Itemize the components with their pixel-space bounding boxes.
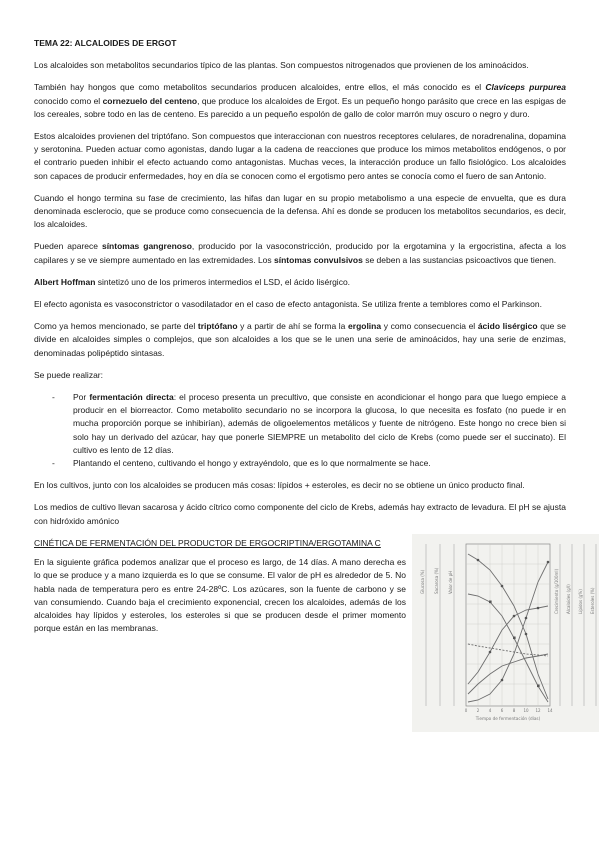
paragraph-medios: Los medios de cultivo llevan sacarosa y ácido cítrico como componente del ciclo de Krebs, además hay extracto de levadura. El pH se ajusta con hidróxido amónico <box>34 502 566 526</box>
left-axis-label-sacarosa: Sacarosa (%) <box>434 567 439 595</box>
emphasis-term: síntomas convulsivos <box>274 254 363 265</box>
text-run: , producido por la vasoconstricción, producido por la ergotamina y la ergocristina, afecta a los capilares y se ve siempre aumentado en las extremidades. Los <box>34 241 566 265</box>
right-axis-label-alcaloides: Alcaloides (g/l) <box>566 584 571 615</box>
page-title: TEMA 22: ALCALOIDES DE ERGOT <box>34 38 177 48</box>
left-axis-label-glucosa: Glucosa (%) <box>420 569 425 595</box>
fermentation-kinetics-figure <box>412 534 599 732</box>
kinetics-chart <box>412 534 599 732</box>
left-axis-label-ph: Valor de pH <box>448 570 453 595</box>
text-run: y a partir de ahí se forma la <box>237 321 349 332</box>
right-axis-label-lipidos: Lípidos (g%) <box>578 589 583 615</box>
paragraph-esclerocio: Cuando el hongo termina su fase de crecimiento, las hifas dan lugar en su propio metabolismo a una especie de envuelta, que es dura denominada esclerocio, que se produce como consecuencia de la defensa. Ahí es donde se producen los metabolitos secundarios, es decir, los alcaloides. <box>34 192 566 230</box>
paragraph-hoffman <box>34 276 566 289</box>
x-tick: 2 <box>476 708 480 714</box>
species-name: Claviceps purpurea <box>485 82 567 93</box>
x-tick: 6 <box>500 708 504 714</box>
text-run: que se divide en alcaloides simples o complejos, que son alcaloides a los que se le unen una serie de aminoácidos, hay una serie de enzimas, denominadas polipéptido sintasas. <box>34 321 566 358</box>
text-run: Como ya hemos mencionado, se parte del <box>34 321 198 332</box>
x-tick: 0 <box>464 708 468 714</box>
paragraph-sintomas <box>34 240 566 266</box>
paragraph-efecto: El efecto agonista es vasoconstrictor o vasodilatador en el caso de efecto antagonista. Se utiliza frente a temblores como el Parkinson. <box>34 299 542 310</box>
x-tick: 12 <box>535 708 541 714</box>
list-item <box>34 391 566 457</box>
left-axis-titles <box>420 567 453 594</box>
method-list <box>34 391 566 470</box>
paragraph-triptofano: Estos alcaloides provienen del triptófano. Son compuestos que interaccionan con nuestros receptores celulares, de noradrenalina, dopamina y serotonina. Pueden actuar como agonistas, dando lugar a la cadena de reacciones que produce los mimos metabolitos endógenos, o por el contrario pueden inhibir el efecto actuando como antagonistas. Muchas veces, la interacción produce un fallo fisiológico. Los alcaloides son capaces de producir enfermedades, hoy en día se conocen como el ergotismo pero antes se conocía como el fuero de san Antonio. <box>34 131 566 181</box>
list-dash: - <box>52 392 55 403</box>
paragraph-cultivos: En los cultivos, junto con los alcaloides se producen más cosas: lípidos + esteroles, es decir no se obtiene un único producto final. <box>34 480 525 491</box>
emphasis-term: triptófano <box>197 321 238 332</box>
text-run: Por <box>73 392 90 403</box>
paragraph-ergolina <box>34 320 566 360</box>
figure-section <box>34 556 595 741</box>
emphasis-term: Albert Hoffman <box>34 276 96 287</box>
text-run: sintetizó uno de los primeros intermedios el LSD, el ácido lisérgico. <box>95 276 351 287</box>
emphasis-term: ergolina <box>348 321 382 332</box>
emphasis-term: ácido lisérgico <box>477 321 538 332</box>
emphasis-term: cornezuelo del centeno <box>102 95 198 106</box>
emphasis-term: síntomas gangrenoso <box>101 241 192 252</box>
text-run: También hay hongos que como metabolitos secundarios producen alcaloides, entre ellos, el más conocido es el <box>34 82 486 93</box>
document-body <box>34 37 595 741</box>
paragraph-intro: Los alcaloides son metabolitos secundarios típico de las plantas. Son compuestos nitrogenados que provienen de los aminoácidos. <box>34 60 529 71</box>
list-dash: - <box>52 458 55 469</box>
text-run: Pueden aparece <box>34 241 102 252</box>
x-tick: 14 <box>547 708 553 714</box>
emphasis-term: fermentación directa <box>89 392 174 403</box>
paragraph-realizar: Se puede realizar: <box>34 369 103 380</box>
x-axis-label: Tiempo de fermentación (días) <box>475 716 541 722</box>
text-run: : el proceso presenta un precultivo, que consiste en acondicionar el hongo para que luego empiece a producir en el biorreactor. Como metabolito secundario no se incorpora la glucosa, lo que necesita es fosfato (no puede ir en mucha proporción porque se inhibirían), además de oligoelementos metálicos y fuente de nitrógeno. Este hongo no crece bien si solo hay un derivado del azúcar, hay que ponerle SIEMPRE un metabolito del ciclo de Krebs (como puede ser el succinato). El cultivo es lento de 12 días. <box>73 392 566 455</box>
right-axis-label-esteroles: Esteroles (%) <box>590 587 595 615</box>
text-run: , que produce los alcaloides de Ergot. Es un pequeño hongo parásito que crece en las espigas de los cereales, sobre todo en las de centeno. Es parecido a un pequeño espolón de gallo de color marrón muy oscuro o negro y duro. <box>34 95 567 119</box>
text-run: y como consecuencia el <box>381 321 478 332</box>
paragraph-claviceps <box>34 81 566 121</box>
paragraph-grafica: En la siguiente gráfica podemos analizar que el proceso es largo, de 14 días. A mano derecha es lo que se produce y a mano izquierda es lo que se consume. El valor de pH es alrededor de 5. No habla nada de temperatura pero es entre 24-28ºC. Los azúcares, son la fuente de carbono y se van consumiendo. Cuando baja el crecimiento exponencial, crecen los alcaloides, además de los alcaloides hay lípidos y esteroles, los esteroles si que se producen desde el primer momento porque están en las membranas. <box>34 557 406 634</box>
text-run: conocido como el <box>34 95 103 106</box>
text-run: Plantando el centeno, cultivando el hongo y extrayéndolo, que es lo que normalmente se hace. <box>73 458 431 469</box>
right-axis-label-crecimiento: Crecimiento (g/100ml) <box>554 569 559 615</box>
x-tick: 10 <box>523 708 529 714</box>
list-item <box>34 457 566 470</box>
x-tick: 4 <box>488 708 492 714</box>
x-tick: 8 <box>512 708 516 714</box>
section-heading: CINÉTICA DE FERMENTACIÓN DEL PRODUCTOR DE ERGOCRIPTINA/ERGOTAMINA C <box>34 537 381 548</box>
text-run: se deben a las sustancias psicoactivos que tienen. <box>362 254 557 265</box>
